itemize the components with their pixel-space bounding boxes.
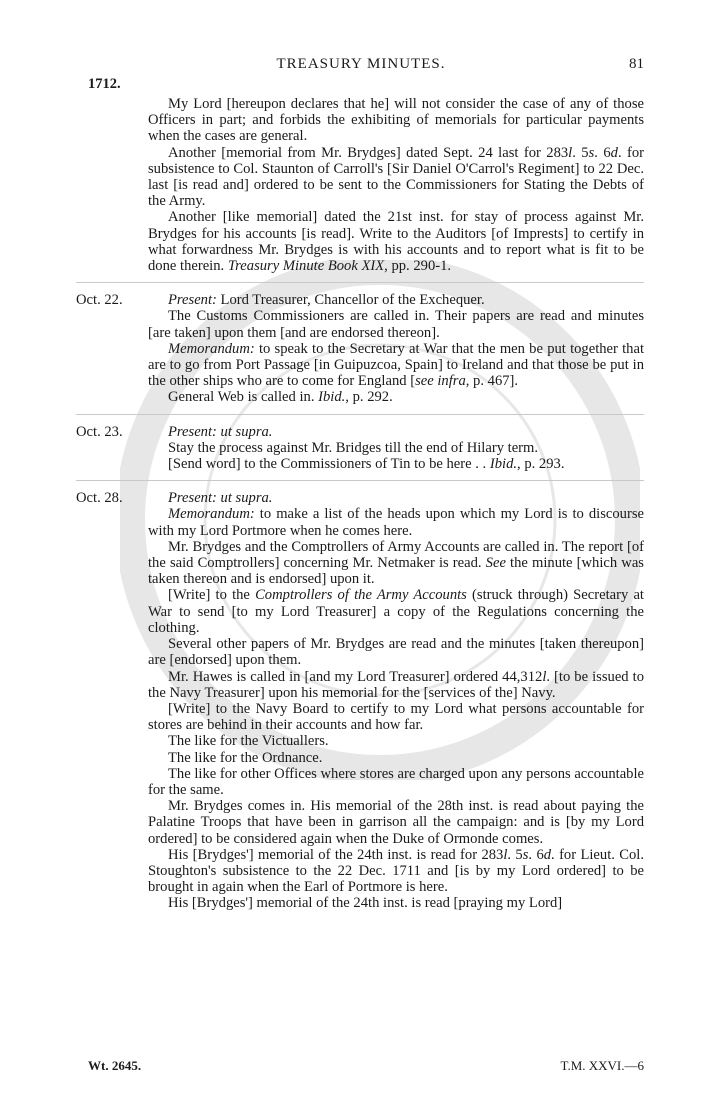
paragraph: The like for the Ordnance. bbox=[168, 749, 323, 766]
running-title: TREASURY MINUTES. bbox=[276, 56, 446, 72]
minute-entry bbox=[148, 96, 644, 274]
paragraph: Mr. Brydges comes in. His memorial of the 28th inst. is read about paying the Palatine Troops that have been in garrison all the campaign: and is [by my Lord ordered] to be considered again when the Duke of Ormonde comes. bbox=[148, 798, 644, 847]
paragraph: Another [memorial from Mr. Brydges] dated Sept. 24 last for 283l. 5s. 6d. for subsistence to Col. Staunton of Carroll's [Sir Daniel O'Carrol's Regiment] to 22 Dec. last [is read and] ordered to be sent to the Commissioners for Stating the Debts of the Army. bbox=[148, 144, 645, 210]
paragraph: [Write] to the Comptrollers of the Army Accounts (struck through) Secretary at War to send [to my Lord Treasurer] a copy of the Regulations concerning the clothing. bbox=[148, 587, 644, 636]
page-number: 81 bbox=[629, 56, 644, 72]
paragraph: Present: ut supra. bbox=[168, 423, 273, 440]
paragraph: General Web is called in. Ibid., p. 292. bbox=[168, 389, 393, 406]
body-text bbox=[76, 96, 645, 912]
paragraph: [Send word] to the Commissioners of Tin to be here . . Ibid., p. 293. bbox=[168, 456, 565, 473]
paragraph: Several other papers of Mr. Brydges are read and the minutes [taken thereupon] are [endorsed] upon them. bbox=[148, 636, 644, 669]
paragraph: His [Brydges'] memorial of the 24th inst. is read [praying my Lord] bbox=[168, 895, 563, 912]
paragraph: Present: ut supra. bbox=[168, 490, 273, 507]
signature-mark: T.M. XXVI.—6 bbox=[560, 1058, 644, 1073]
running-head bbox=[0, 56, 722, 76]
entry-date: Oct. 28. bbox=[76, 490, 123, 507]
paragraph: Mr. Brydges and the Comptrollers of Army Accounts are called in. The report [of the said Comptrollers] concerning Mr. Netmaker is read. See the minute [which was taken thereon and is endorsed] upon it. bbox=[148, 538, 644, 588]
year-marginal: 1712. bbox=[88, 76, 121, 92]
paragraph: Memorandum: to make a list of the heads upon which my Lord is to discourse with my Lord Portmore when he comes here. bbox=[148, 506, 644, 539]
minute-entry bbox=[76, 420, 644, 473]
paragraph: Another [like memorial] dated the 21st inst. for stay of process against Mr. Brydges for his accounts [is read]. Write to the Auditors [of Imprests] to certify in what forwardness Mr. Brydges is with his accounts and to report what is fit to be done therein. Treasury Minute Book XIX, pp. 290-1. bbox=[148, 209, 644, 275]
paragraph: Present: Lord Treasurer, Chancellor of the Exchequer. bbox=[168, 292, 485, 309]
entry-divider bbox=[76, 480, 644, 481]
minute-entry bbox=[76, 486, 645, 912]
paragraph: The like for other Offices where stores are charged upon any persons accountable for the same. bbox=[148, 765, 644, 798]
minute-entry bbox=[76, 288, 644, 406]
paragraph: My Lord [hereupon declares that he] will not consider the case of any of those Officers in part; and forbids the exhibiting of memorials for particular payments when the cases are general. bbox=[148, 96, 644, 145]
paragraph: Memorandum: to speak to the Secretary at War that the men be put together that are to go from Port Passage [in Guipuzcoa, Spain] to Ireland and that those be put in the other ships who are to come for England [see infra, p. 467]. bbox=[148, 340, 644, 390]
entry-date: Oct. 22. bbox=[76, 292, 123, 309]
paragraph: Mr. Hawes is called in [and my Lord Treasurer] ordered 44,312l. [to be issued to the Navy Treasurer] upon his memorial for the [services of the] Navy. bbox=[148, 668, 644, 701]
paragraph: Stay the process against Mr. Bridges till the end of Hilary term. bbox=[168, 439, 539, 456]
entry-date: Oct. 23. bbox=[76, 423, 123, 440]
paragraph: The Customs Commissioners are called in. Their papers are read and minutes [are taken] upon them [and are endorsed thereon]. bbox=[148, 308, 644, 341]
paragraph: The like for the Victuallers. bbox=[168, 733, 329, 750]
entry-divider bbox=[76, 414, 644, 415]
paragraph: His [Brydges'] memorial of the 24th inst. is read for 283l. 5s. 6d. for Lieut. Col. Stoughton's subsistence to the 22 Dec. 1711 and [is by my Lord ordered] to be brought in again when the Earl of Portmore is here. bbox=[148, 846, 645, 896]
paragraph: [Write] to the Navy Board to certify to my Lord what persons accountable for stores are behind in their accounts and how far. bbox=[148, 700, 644, 734]
entry-divider bbox=[76, 282, 644, 283]
printer-mark: Wt. 2645. bbox=[88, 1058, 142, 1073]
